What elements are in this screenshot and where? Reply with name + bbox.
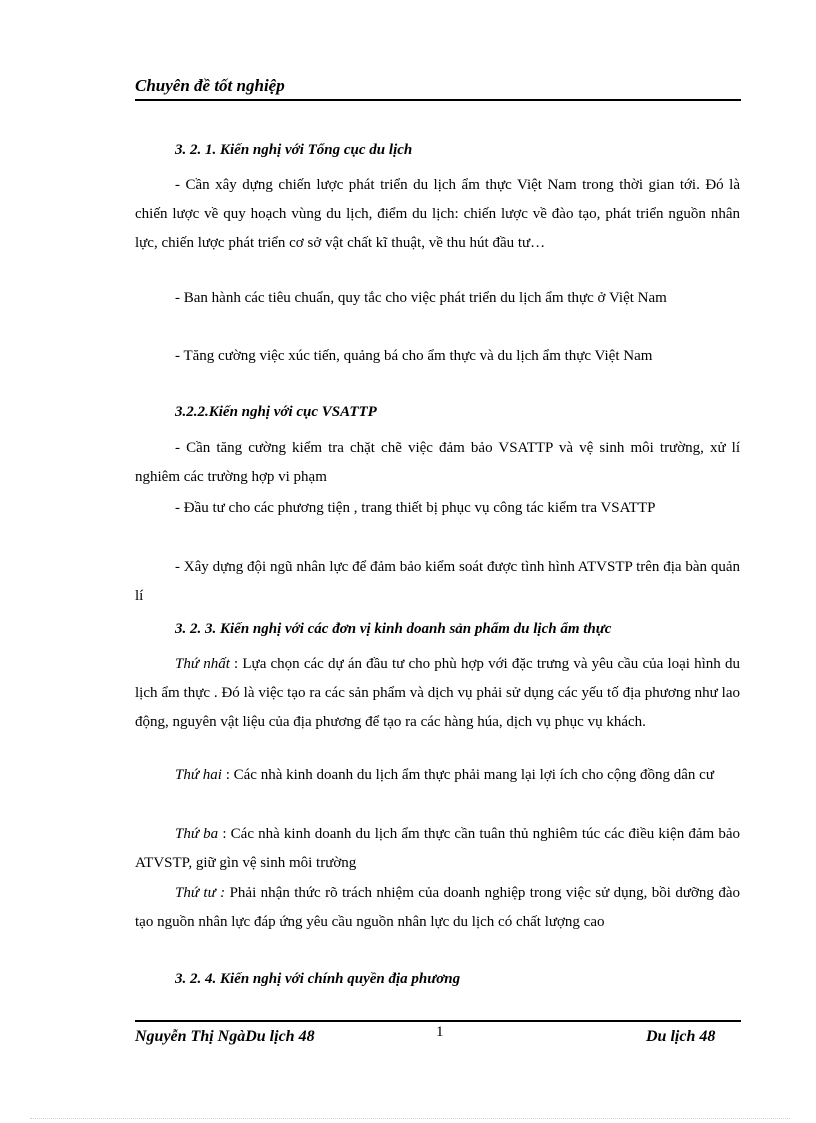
list-item [135,650,740,737]
item-text: : Các nhà kinh doanh du lịch ẩm thực cần tuân thủ nghiêm túc các điều kiện đảm bảo ATVSTP, giữ gìn vệ sinh môi trường [135,826,740,871]
footer-divider [135,1020,741,1022]
paragraph: - Ban hành các tiêu chuẩn, quy tắc cho việc phát triển du lịch ẩm thực ở Việt Nam [175,290,667,306]
item-text: : Lựa chọn các dự án đầu tư cho phù hợp với đặc trưng và yêu cầu của loại hình du lịch ẩm thực . Đó là việc tạo ra các sản phẩm và dịch vụ phải sử dụng các yếu tố địa phương như lao động, nguyên vật liệu của địa phương để tạo ra các hàng húa, dịch vụ phục vụ khách. [135,656,740,730]
item-lead: Thứ hai [175,767,222,783]
header-divider [135,99,741,101]
section-heading: 3. 2. 3. Kiến nghị với các đơn vị kinh doanh sản phẩm du lịch ẩm thực [175,621,612,637]
document-title: Chuyên đề tốt nghiệp [135,76,285,95]
paragraph: - Đầu tư cho các phương tiện , trang thiết bị phục vụ công tác kiểm tra VSATTP [175,500,656,516]
list-item [135,879,740,937]
footer-author: Nguyễn Thị NgàDu lịch 48 [135,1028,315,1045]
item-lead: Thứ tư : [175,885,226,901]
list-item [135,761,740,790]
paragraph: - Tăng cường việc xúc tiến, quảng bá cho ẩm thực và du lịch ẩm thực Việt Nam [175,348,653,364]
item-lead: Thứ ba [175,826,219,842]
section-heading: 3. 2. 4. Kiến nghị với chính quyền địa phương [175,971,461,987]
item-lead: Thứ nhất [175,656,230,672]
page-number: 1 [436,1024,444,1040]
section-heading: 3. 2. 1. Kiến nghị với Tổng cục du lịch [175,142,413,158]
page-edge-line [30,1118,790,1119]
item-text: : Các nhà kinh doanh du lịch ẩm thực phải mang lại lợi ích cho cộng đồng dân cư [221,767,714,783]
paragraph: - Xây dựng đội ngũ nhân lực để đảm bảo kiểm soát được tình hình ATVSTP trên địa bàn quản lí [135,559,740,604]
footer-course: Du lịch 48 [646,1028,716,1045]
item-text: Phải nhận thức rõ trách nhiệm của doanh nghiệp trong việc sử dụng, bồi dưỡng đào tạo nguồn nhân lực đáp ứng yêu cầu nguồn nhân lực du lịch có chất lượng cao [135,885,740,930]
section-heading: 3.2.2.Kiến nghị với cục VSATTP [175,404,377,420]
list-item [135,820,740,878]
paragraph: - Cần xây dựng chiến lược phát triển du lịch ẩm thực Việt Nam trong thời gian tới. Đó là chiến lược về quy hoạch vùng du lịch, điểm du lịch: chiến lược về đào tạo, phát triển nguồn nhân lực, chiến lược phát triển cơ sở vật chất kĩ thuật, về thu hút đầu tư… [135,177,740,251]
paragraph: - Cần tăng cường kiểm tra chặt chẽ việc đảm bảo VSATTP và vệ sinh môi trường, xử lí nghiêm các trường hợp vi phạm [135,440,740,485]
